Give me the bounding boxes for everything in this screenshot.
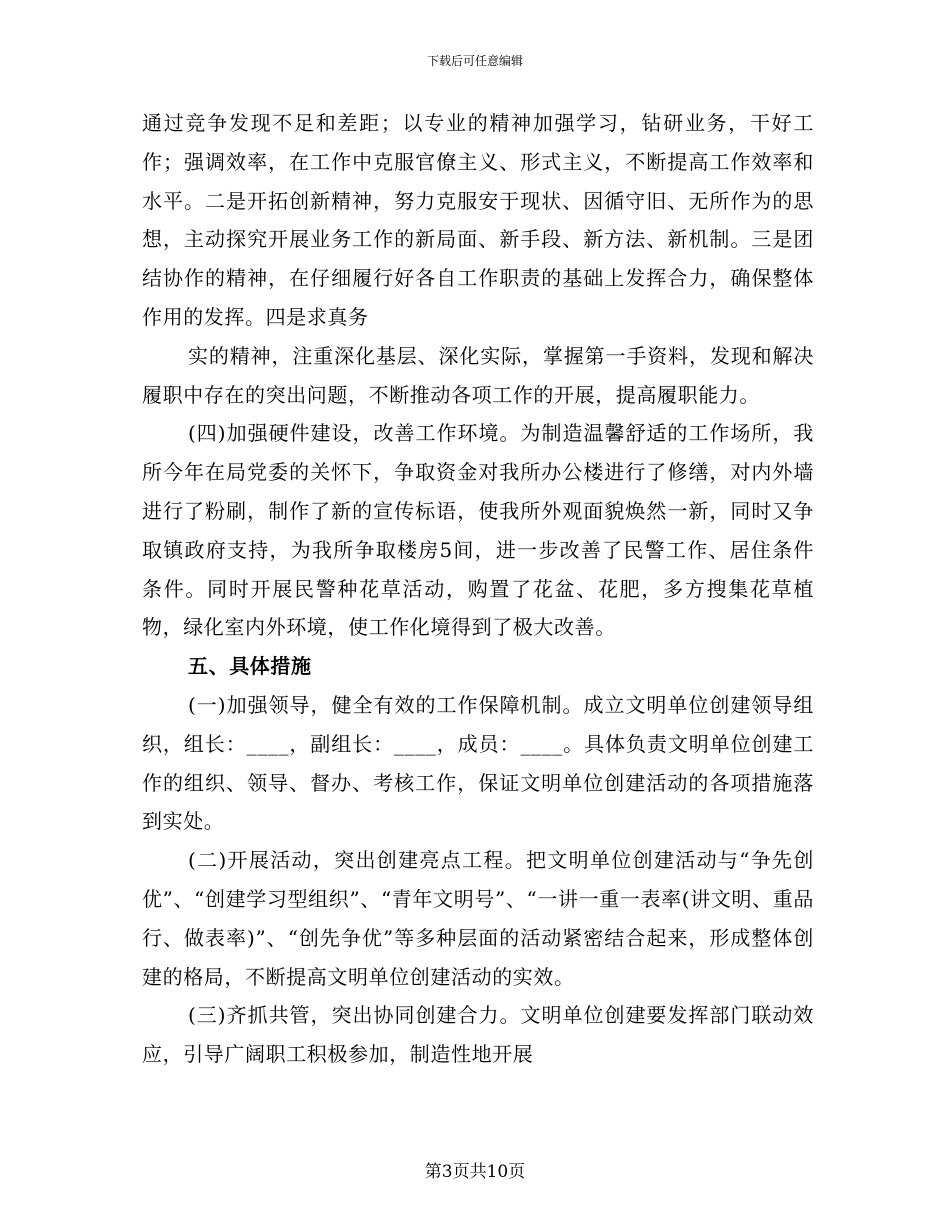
page-header: 下载后可任意编辑 xyxy=(426,54,523,68)
document-body xyxy=(142,104,814,1074)
paragraph-4: (一)加强领导，健全有效的工作保障机制。成立文明单位创建领导组织，组长：____，副组长：____，成员：____。具体负责文明单位创建工作的组织、领导、督办、考核工作，保证文明单位创建活动的各项措施落到实处。 xyxy=(142,692,814,834)
paragraph-2: 实的精神，注重深化基层、深化实际，掌握第一手资料，发现和解决履职中存在的突出问题，不断推动各项工作的开展，提高履职能力。 xyxy=(142,343,814,407)
paragraph-6: (三)齐抓共管，突出协同创建合力。文明单位创建要发挥部门联动效应，引导广阔职工积极参加，制造性地开展 xyxy=(142,1003,814,1067)
section-heading: 五、具体措施 xyxy=(188,654,312,679)
paragraph-1: 通过竞争发现不足和差距；以专业的精神加强学习，钻研业务，干好工作；强调效率，在工作中克服官僚主义、形式主义，不断提高工作效率和水平。二是开拓创新精神，努力克服安于现状、因循守旧、无所作为的思想，主动探究开展业务工作的新局面、新手段、新方法、新机制。三是团结协作的精神，在仔细履行好各自工作职责的基础上发挥合力，确保整体作用的发挥。四是求真务 xyxy=(142,111,814,329)
paragraph-5: (二)开展活动，突出创建亮点工程。把文明单位创建活动与“争先创优”、“创建学习型组织”、“青年文明号”、“一讲一重一表率(讲文明、重品行、做表率)”、“创先争优”等多种层面的活动紧密结合起来，形成整体创建的格局，不断提高文明单位创建活动的实效。 xyxy=(142,848,814,989)
paragraph-3: (四)加强硬件建设，改善工作环境。为制造温馨舒适的工作场所，我所今年在局党委的关怀下，争取资金对我所办公楼进行了修缮，对内外墙进行了粉刷，制作了新的宣传标语，使我所外观面貌焕然一新，同时又争取镇政府支持，为我所争取楼房5间，进一步改善了民警工作、居住条件条件。同时开展民警种花草活动，购置了花盆、花肥，多方搜集花草植物，绿化室内外环境，使工作化境得到了极大改善。 xyxy=(142,421,814,640)
page-footer: 第3页共10页 xyxy=(424,1162,526,1182)
